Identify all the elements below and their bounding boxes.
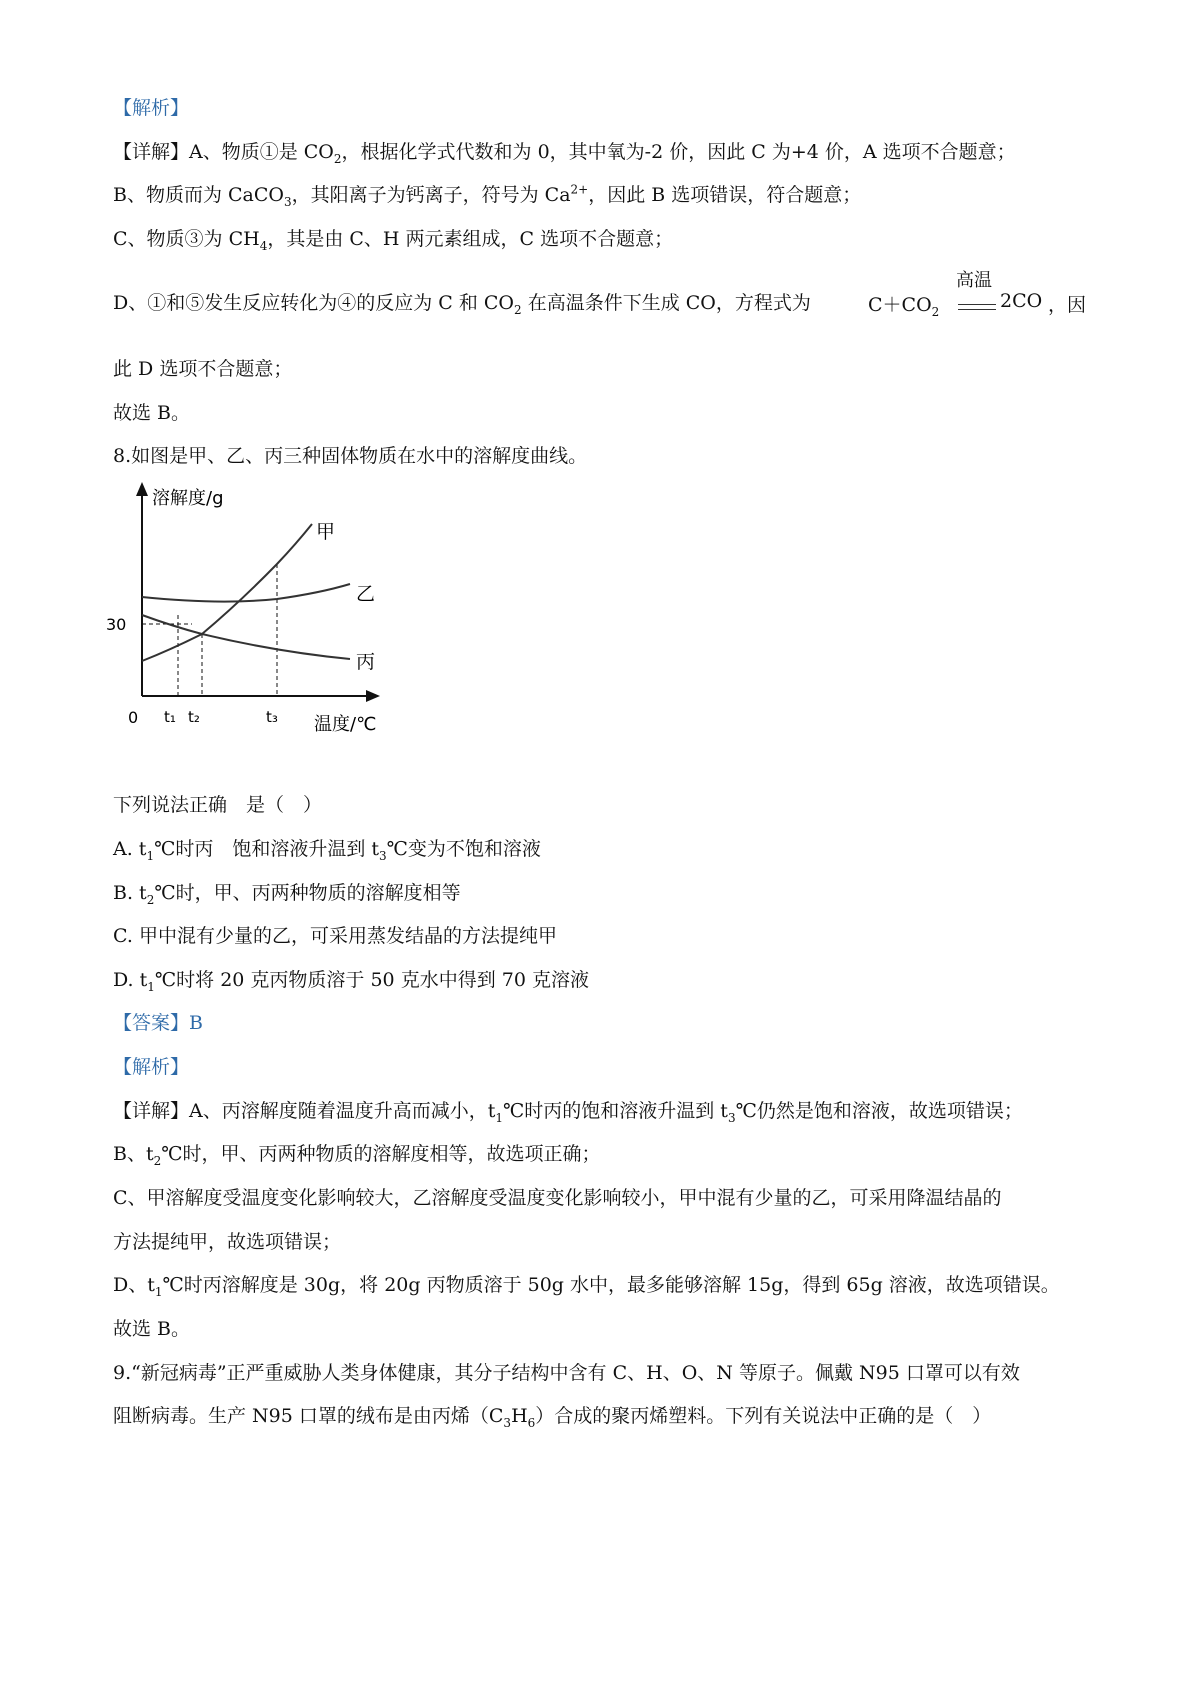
- y-tick-30: 30: [106, 615, 127, 634]
- subscript: 2: [333, 151, 342, 166]
- text: ℃时丙 饱和溶液升温到 t: [154, 838, 380, 860]
- equation-condition: 高温: [956, 270, 992, 291]
- conclusion-7: 故选 B。: [113, 402, 191, 424]
- detail-8-c: C、甲溶解度受温度变化影响较大，乙溶解度受温度变化影响较小，甲中混有少量的乙，可采用降温结晶的: [113, 1187, 1002, 1209]
- text: ℃时丙的饱和溶液升温到 t: [503, 1100, 728, 1122]
- detail-8-c-cont: 方法提纯甲，故选项错误；: [113, 1231, 342, 1253]
- text: ℃时，甲、丙两种物质的溶解度相等: [154, 882, 461, 904]
- detail-8-b: [113, 1141, 601, 1167]
- y-axis-arrow-icon: [136, 482, 148, 496]
- text: 【详解】A、丙溶解度随着温度升高而减小，t: [113, 1100, 496, 1122]
- text: ℃变为不饱和溶液: [386, 838, 541, 860]
- text: ℃时丙溶解度是 30g，将 20g 丙物质溶于 50g 水中，最多能够溶解 15g，得到 65g 溶液，故选项错误。: [162, 1274, 1060, 1296]
- option-d: [113, 967, 589, 993]
- series-label-yi: 乙: [356, 583, 376, 605]
- detail-line-b: [113, 182, 861, 208]
- option-b: [113, 880, 461, 906]
- detail-line-d: [113, 290, 811, 316]
- text: D、t: [113, 1274, 155, 1296]
- subscript: 3: [283, 194, 292, 209]
- answer: 【答案】B: [113, 1012, 203, 1034]
- subscript: 3: [503, 1415, 512, 1430]
- subscript: 2: [146, 892, 155, 907]
- text: 在高温条件下生成 CO，方程式为: [521, 292, 811, 314]
- curve-bing: [142, 615, 350, 659]
- conclusion-8: 故选 B。: [113, 1318, 191, 1340]
- x-tick-t2: t₂: [188, 708, 200, 726]
- text: A. t: [113, 838, 147, 860]
- equation-right: 2CO: [1000, 290, 1043, 312]
- text: ℃时，甲、丙两种物质的溶解度相等，故选项正确；: [161, 1143, 601, 1165]
- subscript: 1: [495, 1110, 503, 1125]
- text: ，其阳离子为钙离子，符号为 Ca: [291, 184, 571, 206]
- text: D. t: [113, 969, 148, 991]
- y-axis-label: 溶解度/g: [152, 488, 224, 509]
- superscript: 2+: [570, 182, 589, 197]
- text: ，因此 B 选项错误，符合题意；: [588, 184, 862, 206]
- detail-line-c: [113, 226, 673, 252]
- subscript: 2: [514, 302, 522, 317]
- analysis-heading-2: 【解析】: [113, 1056, 190, 1078]
- series-label-bing: 丙: [356, 651, 376, 673]
- detail-8-a: [113, 1098, 1023, 1124]
- option-c: C. 甲中混有少量的乙，可采用蒸发结晶的方法提纯甲: [113, 925, 557, 947]
- x-axis-arrow-icon: [366, 690, 380, 702]
- x-tick-t1: t₁: [164, 708, 176, 726]
- subscript: 1: [146, 848, 155, 863]
- text: H: [511, 1405, 528, 1427]
- subscript: 3: [727, 1110, 736, 1125]
- text: ℃时将 20 克丙物质溶于 50 克水中得到 70 克溶液: [154, 969, 589, 991]
- x-tick-t3: t₃: [266, 708, 278, 726]
- analysis-heading: 【解析】: [113, 97, 190, 119]
- text: ℃仍然是饱和溶液，故选项错误；: [735, 1100, 1023, 1122]
- text: B、t: [113, 1143, 154, 1165]
- equation-tail: ，因: [1048, 294, 1087, 316]
- subscript: 6: [527, 1415, 536, 1430]
- subscript: 4: [259, 238, 268, 253]
- solubility-chart: [100, 478, 440, 748]
- text: 阻断病毒。生产 N95 口罩的绒布是由丙烯（C: [113, 1405, 504, 1427]
- text: B. t: [113, 882, 147, 904]
- question-8-prompt: 下列说法正确 是（ ）: [113, 794, 323, 816]
- option-a: [113, 836, 541, 862]
- subscript: 3: [379, 848, 387, 863]
- text: ）合成的聚丙烯塑料。下列有关说法中正确的是（ ）: [535, 1405, 992, 1427]
- question-8: 8.如图是甲、乙、丙三种固体物质在水中的溶解度曲线。: [113, 445, 588, 467]
- detail-line-a: [113, 139, 1016, 165]
- question-9-line-1: 9.“新冠病毒”正严重威胁人类身体健康，其分子结构中含有 C、H、O、N 等原子。佩戴 N95 口罩可以有效: [113, 1362, 1020, 1384]
- series-label-jia: 甲: [316, 521, 336, 543]
- x-axis-label: 温度/℃: [314, 714, 377, 735]
- equation: [868, 290, 939, 317]
- question-9-line-2: [113, 1403, 991, 1429]
- text: B、物质而为 CaCO: [113, 184, 284, 206]
- text: 【详解】A、物质①是 CO: [113, 141, 334, 163]
- text: ，根据化学式代数和为 0，其中氧为-2 价，因此 C 为+4 价，A 选项不合题意；: [341, 141, 1016, 163]
- origin-label: 0: [128, 708, 139, 727]
- curve-yi: [142, 584, 350, 602]
- equation-equals-sign: [958, 304, 996, 310]
- text: C、物质③为 CH: [113, 228, 260, 250]
- detail-line-d-cont: 此 D 选项不合题意；: [113, 358, 293, 380]
- text: D、①和⑤发生反应转化为④的反应为 C 和 CO: [113, 292, 515, 314]
- equation-left: C＋CO: [868, 294, 932, 316]
- subscript: 1: [147, 979, 155, 994]
- subscript: 1: [154, 1284, 163, 1299]
- detail-8-d: [113, 1272, 1060, 1298]
- subscript: 2: [931, 304, 940, 319]
- subscript: 2: [153, 1153, 162, 1168]
- text: ，其是由 C、H 两元素组成，C 选项不合题意；: [267, 228, 674, 250]
